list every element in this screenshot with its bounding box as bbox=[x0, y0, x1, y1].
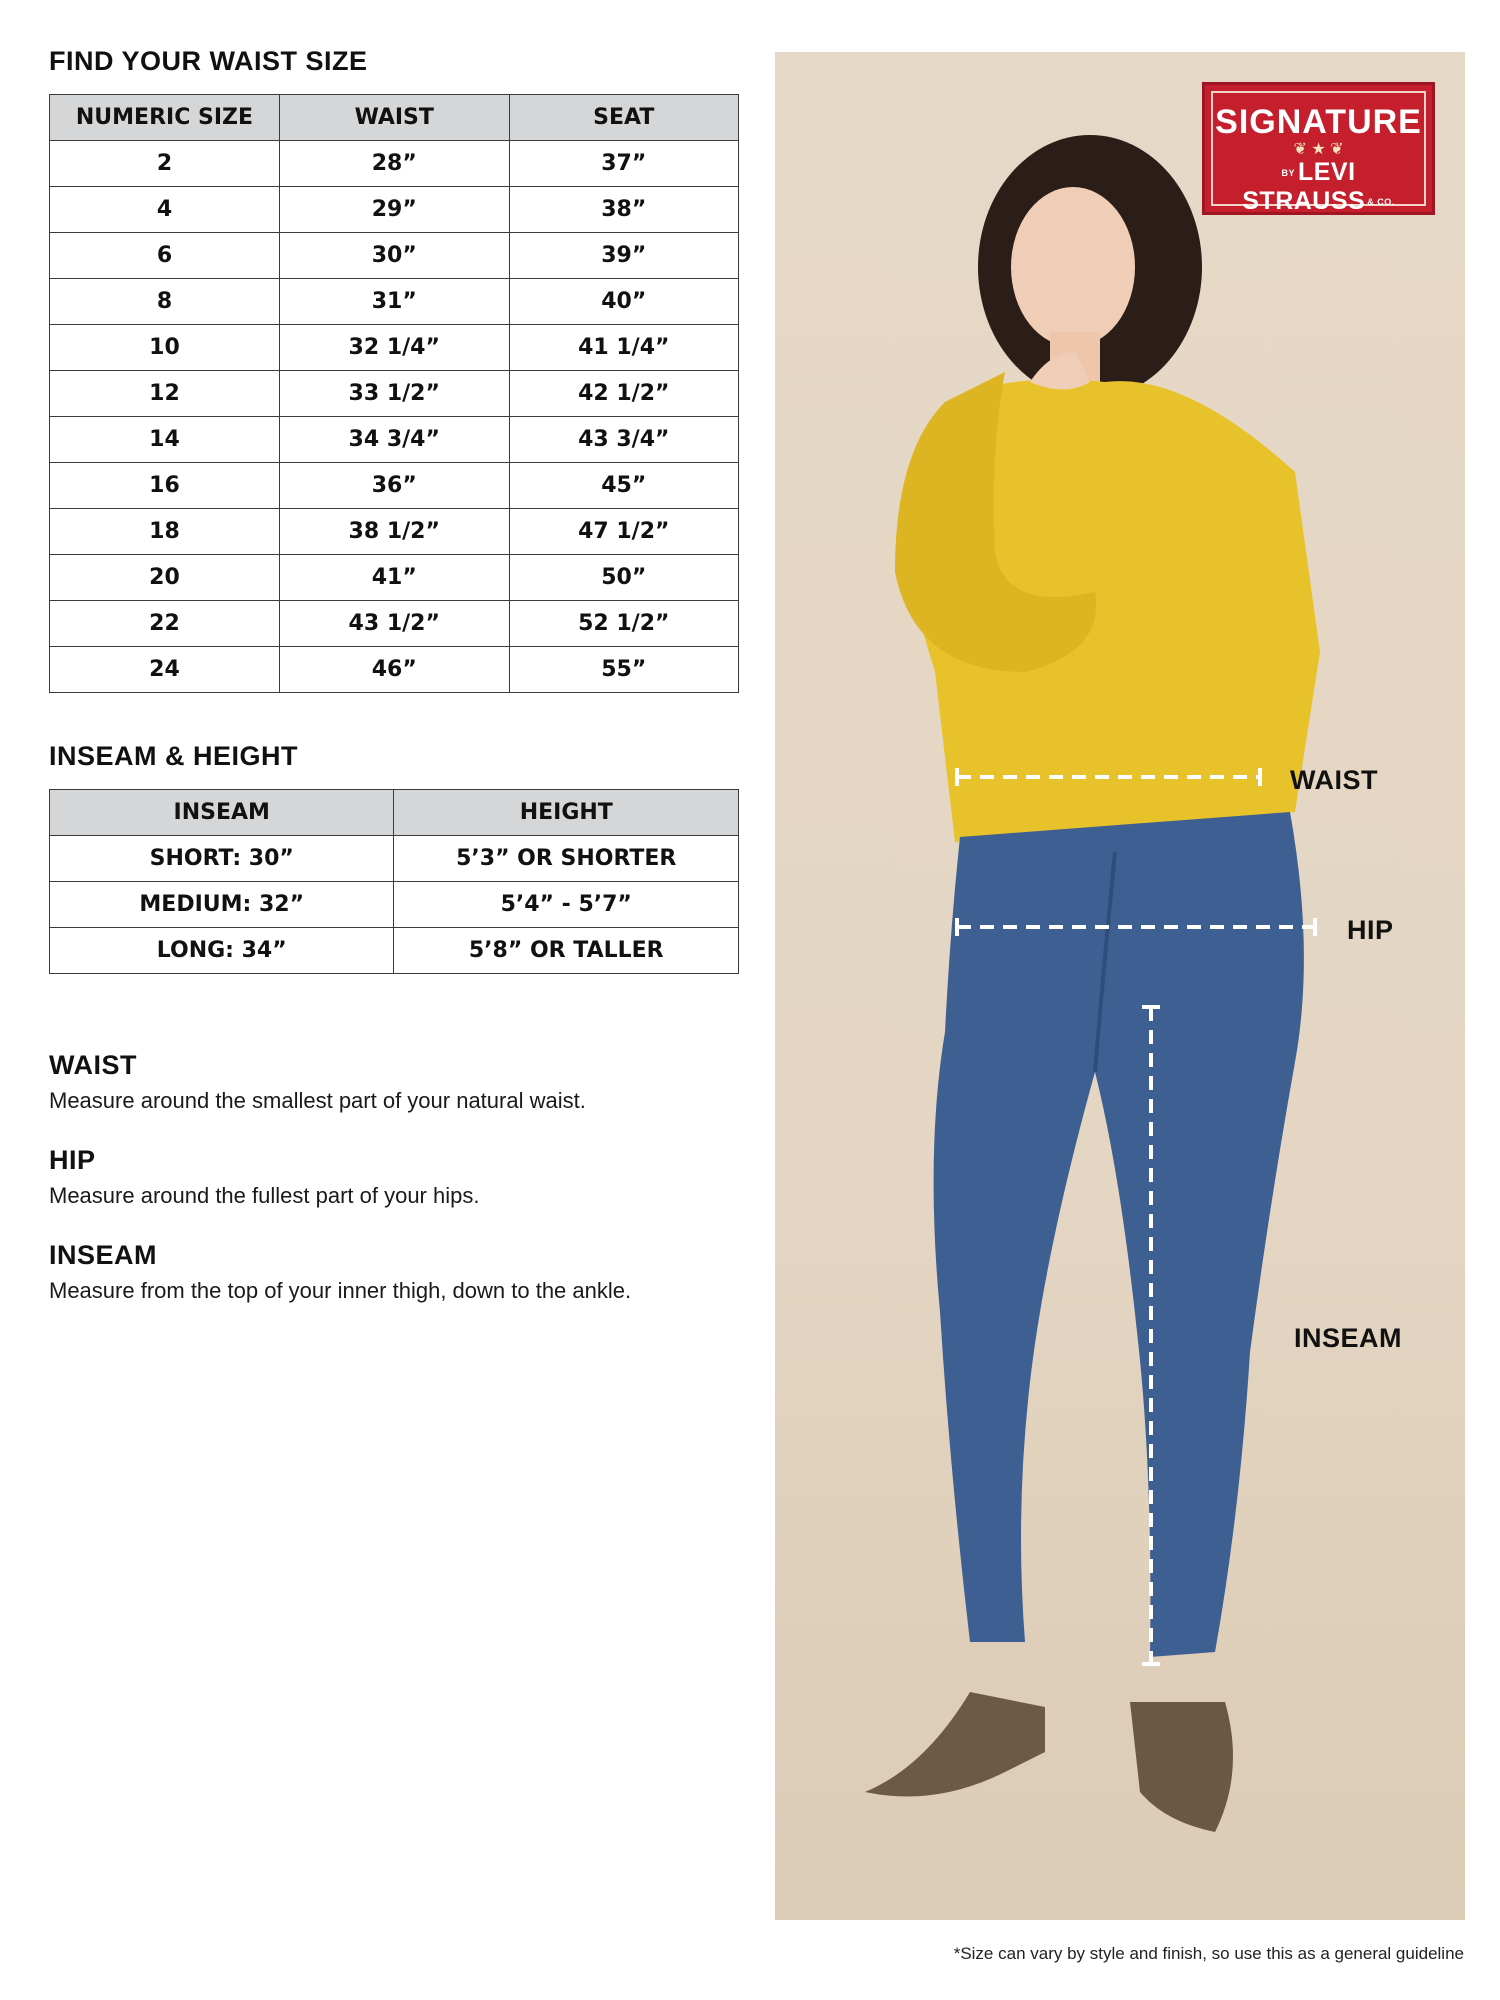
table-row bbox=[50, 928, 739, 974]
table-row bbox=[50, 836, 739, 882]
column-header: HEIGHT bbox=[394, 790, 739, 836]
inseam-height-title: INSEAM & HEIGHT bbox=[49, 741, 299, 771]
jeans-shape bbox=[934, 812, 1304, 1657]
table-cell: 50” bbox=[509, 555, 738, 601]
table-cell: 5’4” - 5’7” bbox=[394, 882, 739, 928]
table-cell: 16 bbox=[50, 463, 280, 509]
waist-measure-label: WAIST bbox=[1290, 765, 1378, 795]
logo-signature-text: SIGNATURE bbox=[1215, 103, 1422, 141]
table-row bbox=[50, 509, 739, 555]
logo-brand-text: LEVI STRAUSS bbox=[1242, 158, 1366, 215]
hip-measure-label: HIP bbox=[1347, 915, 1394, 945]
table-row bbox=[50, 325, 739, 371]
measurement-definitions bbox=[49, 1050, 749, 1335]
table-row bbox=[50, 233, 739, 279]
table-cell: MEDIUM: 32” bbox=[50, 882, 394, 928]
table-header-row bbox=[50, 790, 739, 836]
definition-text: Measure around the fullest part of your hips. bbox=[49, 1183, 480, 1208]
table-cell: 52 1/2” bbox=[509, 601, 738, 647]
table-cell: 28” bbox=[279, 141, 509, 187]
table-cell: 29” bbox=[279, 187, 509, 233]
table-cell: 43 1/2” bbox=[279, 601, 509, 647]
signature-levi-strauss-logo bbox=[1202, 82, 1435, 215]
table-cell: 37” bbox=[509, 141, 738, 187]
definition-title: HIP bbox=[49, 1145, 96, 1175]
table-row bbox=[50, 882, 739, 928]
table-row bbox=[50, 647, 739, 693]
table-cell: 5’3” OR SHORTER bbox=[394, 836, 739, 882]
table-cell: 32 1/4” bbox=[279, 325, 509, 371]
table-cell: 6 bbox=[50, 233, 280, 279]
table-cell: 38 1/2” bbox=[279, 509, 509, 555]
waist-size-table bbox=[49, 94, 739, 693]
table-cell: 34 3/4” bbox=[279, 417, 509, 463]
model-illustration bbox=[775, 52, 1465, 1920]
table-cell: 30” bbox=[279, 233, 509, 279]
model-photo bbox=[775, 52, 1465, 1920]
table-cell: 20 bbox=[50, 555, 280, 601]
definition-text: Measure around the smallest part of your natural waist. bbox=[49, 1088, 586, 1113]
logo-by-text: BY bbox=[1281, 168, 1295, 179]
right-shoe bbox=[1130, 1702, 1233, 1832]
table-row bbox=[50, 279, 739, 325]
table-cell: 33 1/2” bbox=[279, 371, 509, 417]
definition-text: Measure from the top of your inner thigh, down to the ankle. bbox=[49, 1278, 632, 1303]
face-shape bbox=[1011, 187, 1135, 347]
table-cell: 18 bbox=[50, 509, 280, 555]
table-cell: 46” bbox=[279, 647, 509, 693]
table-cell: 39” bbox=[509, 233, 738, 279]
column-header: WAIST bbox=[279, 95, 509, 141]
inseam-height-table bbox=[49, 789, 739, 974]
table-cell: 10 bbox=[50, 325, 280, 371]
table-row bbox=[50, 463, 739, 509]
table-cell: 5’8” OR TALLER bbox=[394, 928, 739, 974]
table-header-row bbox=[50, 95, 739, 141]
table-row bbox=[50, 141, 739, 187]
inseam-measure-label: INSEAM bbox=[1294, 1323, 1403, 1353]
table-cell: 4 bbox=[50, 187, 280, 233]
table-cell: 41 1/4” bbox=[509, 325, 738, 371]
table-cell: 47 1/2” bbox=[509, 509, 738, 555]
size-disclaimer: *Size can vary by style and finish, so use this as a general guideline bbox=[953, 1944, 1464, 1963]
table-row bbox=[50, 555, 739, 601]
definition-inseam bbox=[49, 1240, 749, 1305]
logo-brand-line bbox=[1213, 158, 1424, 216]
waist-size-title: FIND YOUR WAIST SIZE bbox=[49, 46, 368, 76]
table-cell: 43 3/4” bbox=[509, 417, 738, 463]
column-header: SEAT bbox=[509, 95, 738, 141]
table-cell: LONG: 34” bbox=[50, 928, 394, 974]
table-row bbox=[50, 417, 739, 463]
table-cell: 40” bbox=[509, 279, 738, 325]
definition-hip bbox=[49, 1145, 749, 1210]
column-header: NUMERIC SIZE bbox=[50, 95, 280, 141]
logo-frame bbox=[1211, 91, 1426, 215]
table-cell: 38” bbox=[509, 187, 738, 233]
table-cell: 22 bbox=[50, 601, 280, 647]
definition-title: WAIST bbox=[49, 1050, 137, 1080]
table-row bbox=[50, 371, 739, 417]
table-cell: 2 bbox=[50, 141, 280, 187]
table-cell: 12 bbox=[50, 371, 280, 417]
left-shoe bbox=[865, 1692, 1045, 1797]
table-cell: SHORT: 30” bbox=[50, 836, 394, 882]
laurel-icon: ❦ ★ ❦ bbox=[1293, 141, 1344, 158]
table-cell: 36” bbox=[279, 463, 509, 509]
definition-title: INSEAM bbox=[49, 1240, 158, 1270]
table-cell: 42 1/2” bbox=[509, 371, 738, 417]
table-cell: 45” bbox=[509, 463, 738, 509]
column-header: INSEAM bbox=[50, 790, 394, 836]
table-cell: 55” bbox=[509, 647, 738, 693]
table-row bbox=[50, 187, 739, 233]
table-cell: 31” bbox=[279, 279, 509, 325]
definition-waist bbox=[49, 1050, 749, 1115]
table-cell: 24 bbox=[50, 647, 280, 693]
table-cell: 14 bbox=[50, 417, 280, 463]
table-cell: 41” bbox=[279, 555, 509, 601]
logo-co-text: & CO. bbox=[1367, 197, 1395, 208]
table-row bbox=[50, 601, 739, 647]
table-cell: 8 bbox=[50, 279, 280, 325]
